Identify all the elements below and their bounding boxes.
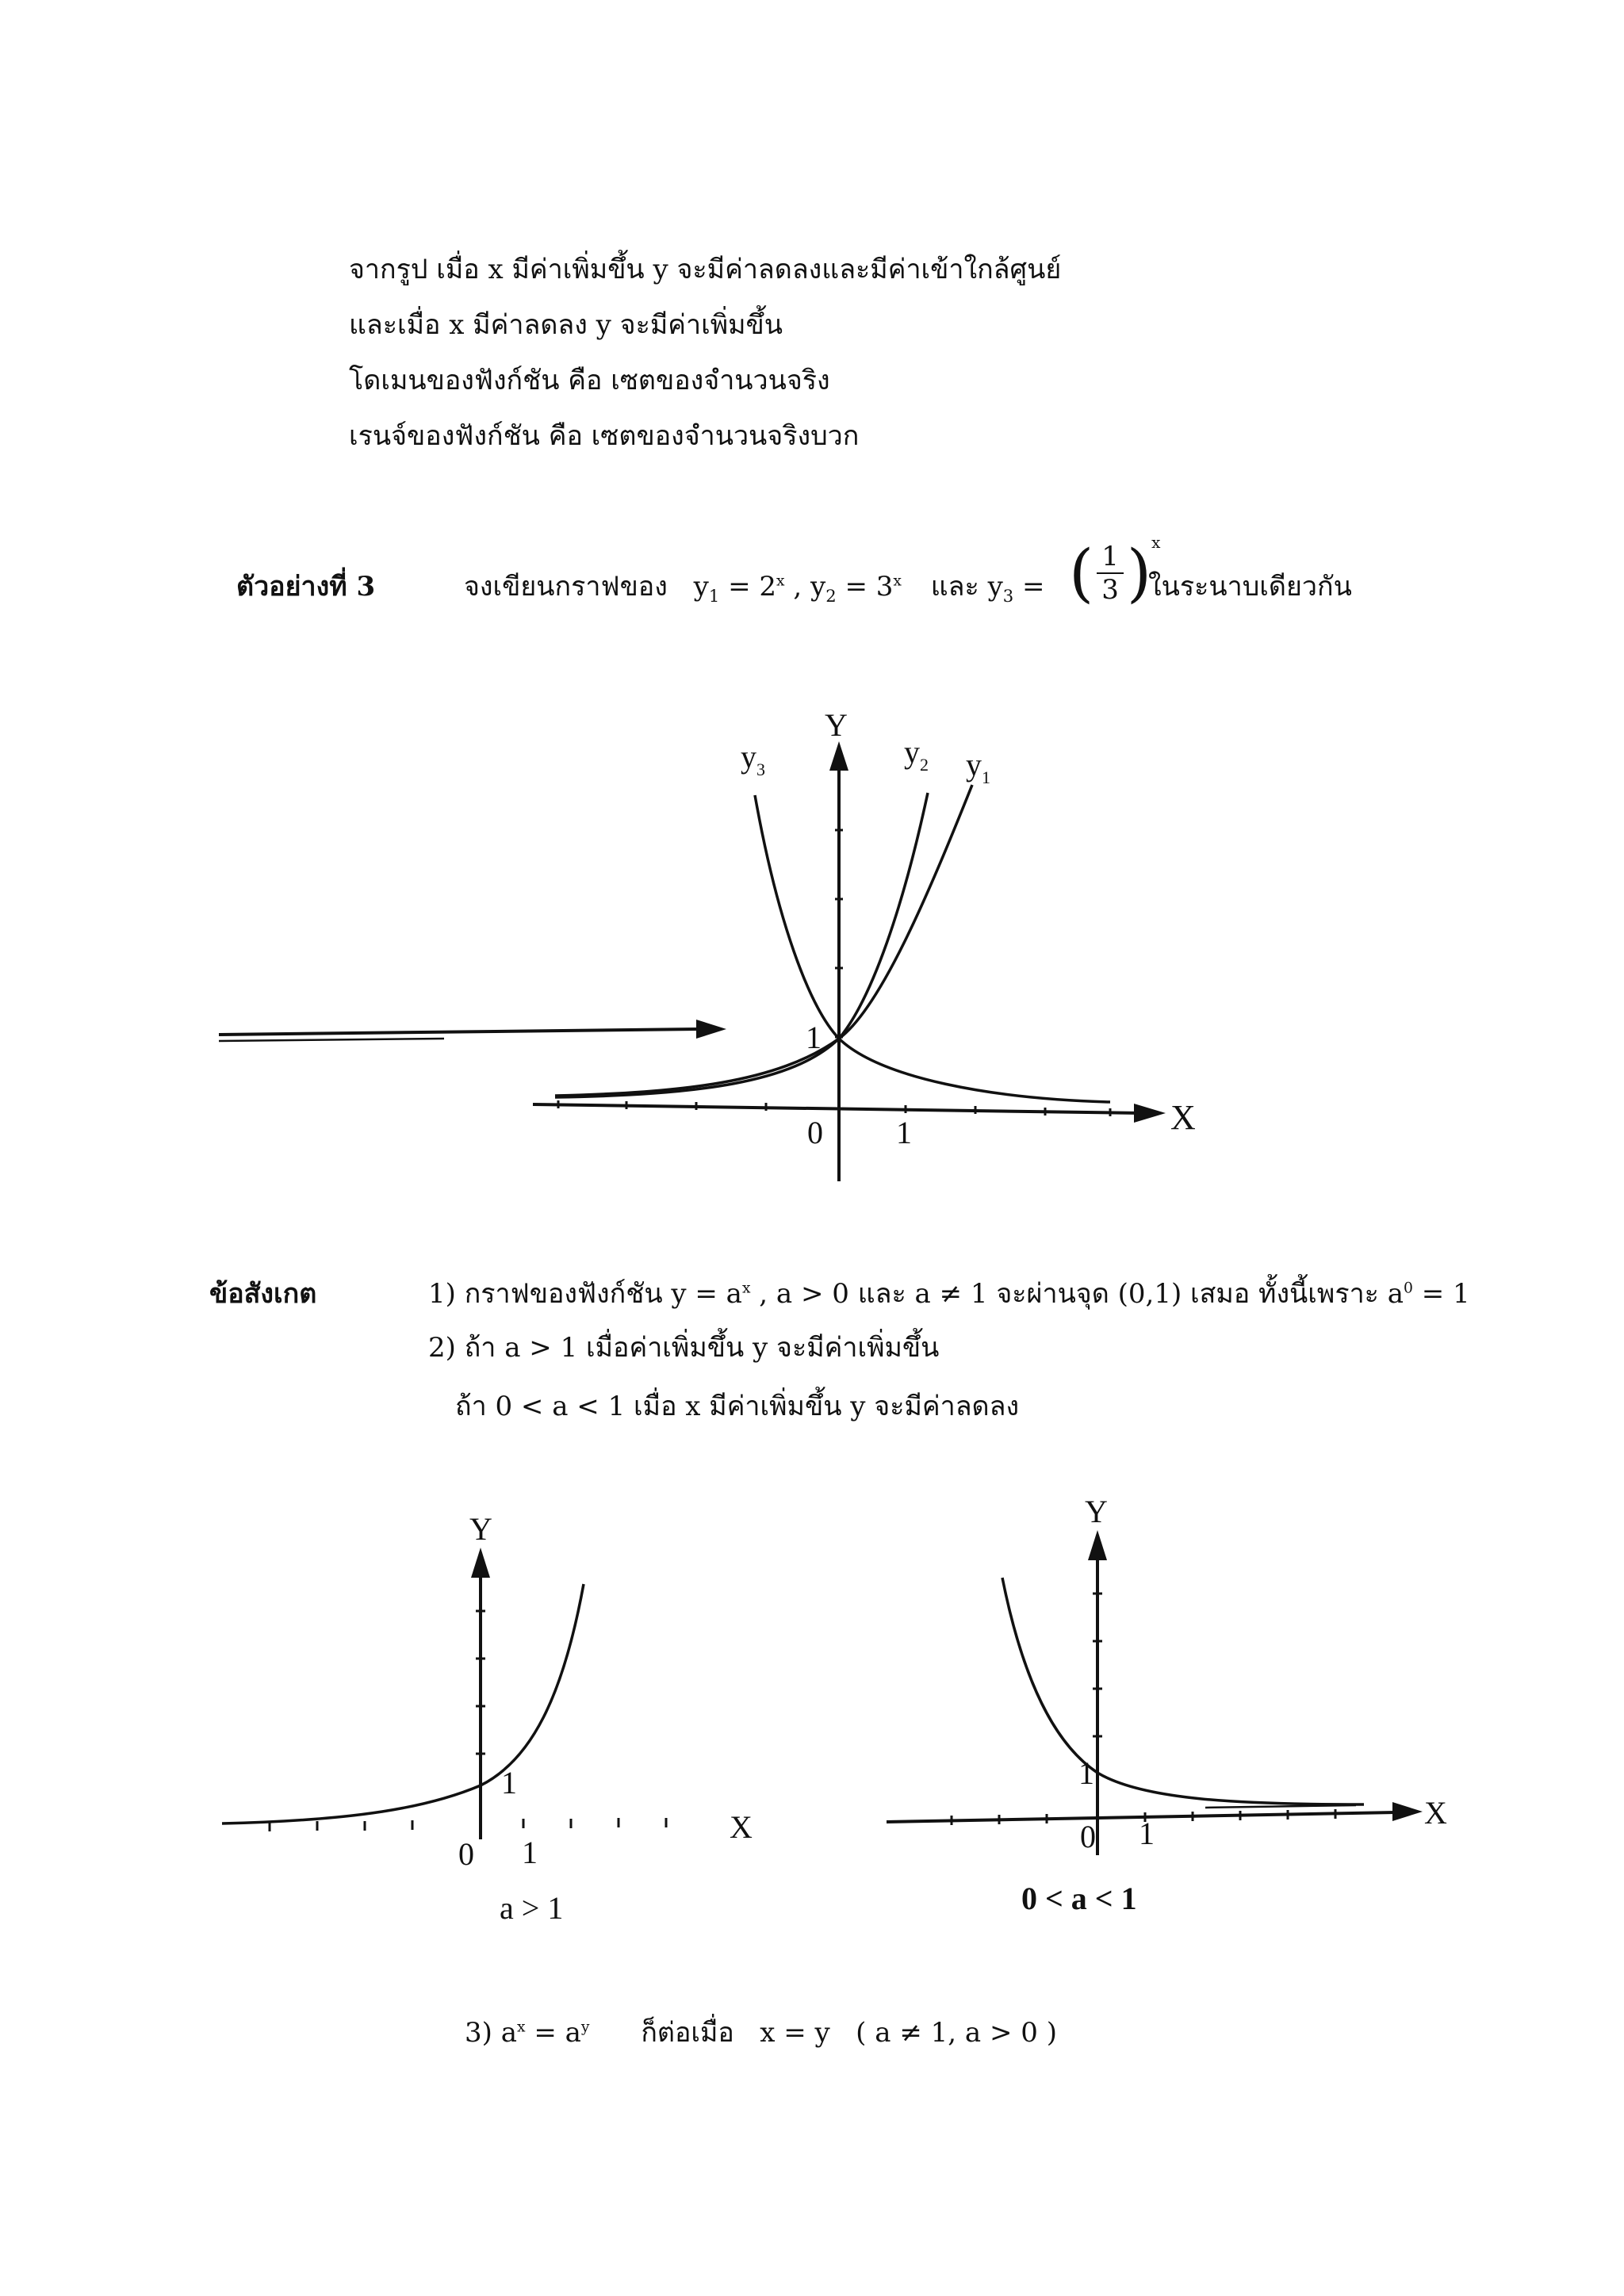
- right-x-label: X: [1424, 1795, 1447, 1831]
- label-y3: $y_3$: [741, 739, 765, 779]
- right-y-arrow-icon: [1088, 1530, 1107, 1560]
- intro-line-1: จากรูป เมื่อ x มีค่าเพิ่มขึ้น y จะมีค่าลดลงและมีค่าเข้าใกล้ศูนย์: [349, 254, 1062, 285]
- right-origin-label: 0: [1080, 1819, 1096, 1854]
- left-origin-label: 0: [458, 1836, 474, 1872]
- right-curve: [1002, 1578, 1364, 1804]
- left-x-tick-label: 1: [522, 1835, 538, 1870]
- y1-equation: = 2: [719, 571, 777, 603]
- right-x-tick-label: 1: [1139, 1816, 1155, 1851]
- one-third-power: ( $\frac{1}{3}$ )$^x$: [1069, 533, 1161, 610]
- fraction-exponent: x: [1151, 533, 1161, 553]
- fraction-numerator: 1: [1097, 541, 1124, 574]
- left-y-label: Y: [469, 1511, 492, 1547]
- main-origin-label: 0: [807, 1115, 823, 1150]
- graph-a-between-0-1: [887, 1494, 1447, 1916]
- intro-line-3: โดเมนของฟังก์ชัน คือ เซตของจำนวนจริง: [349, 365, 830, 396]
- example-prompt: จงเขียนกราฟของ: [464, 571, 668, 603]
- main-x-tick-label: 1: [896, 1115, 912, 1150]
- left-curve: [222, 1584, 584, 1823]
- comma-separator: ,: [793, 571, 811, 603]
- y3-symbol: และ y: [930, 571, 1003, 603]
- main-y-label: Y: [825, 707, 848, 743]
- example-label: ตัวอย่างที่ 3: [236, 571, 376, 603]
- y2-exponent: x: [893, 572, 902, 590]
- left-y-arrow-icon: [471, 1548, 490, 1578]
- y1-exponent: x: [776, 572, 785, 590]
- label-y1: $y_1$: [966, 747, 990, 787]
- notes-label: ข้อสังเกต: [209, 1278, 317, 1310]
- fraction-denominator: 3: [1101, 573, 1119, 606]
- left-x-label: X: [730, 1809, 753, 1845]
- main-x-label: X: [1170, 1098, 1196, 1137]
- note-3: 3) $a^x = a^y$ ก็ต่อเมื่อ x = y ( a ≠ 1, a > 0 ): [465, 2017, 1057, 2049]
- intro-line-4: เรนจ์ของฟังก์ชัน คือ เซตของจำนวนจริงบวก: [349, 420, 860, 452]
- main-graph: [533, 707, 1196, 1181]
- intro-line-2: และเมื่อ x มีค่าลดลง y จะมีค่าเพิ่มขึ้น: [349, 309, 783, 341]
- left-x-axis: [219, 1029, 698, 1035]
- y3-equals: =: [1013, 571, 1045, 603]
- y2-equation: = 3: [836, 571, 894, 603]
- y3-subscript: 3: [1002, 585, 1014, 606]
- right-caption: 0 < a < 1: [1021, 1881, 1137, 1916]
- y2-symbol: y: [810, 571, 826, 603]
- note-1: 1) กราฟของฟังก์ชัน $y = a^x$ , a > 0 และ a ≠ 1 จะผ่านจุด (0,1) เสมอ ทั้งนี้เพราะ $a^0 = 1$: [428, 1278, 1470, 1310]
- left-point-label-1: 1: [501, 1765, 517, 1800]
- curve-y1: [555, 785, 972, 1096]
- right-y-label: Y: [1085, 1494, 1108, 1529]
- y2-subscript: 2: [825, 585, 837, 606]
- main-point-label-1: 1: [806, 1020, 822, 1055]
- right-x-arrow-icon: [1392, 1802, 1423, 1821]
- left-caption: a > 1: [500, 1890, 564, 1926]
- left-ticks: [270, 1611, 666, 1831]
- curve-y2: [555, 793, 928, 1097]
- example-suffix: ในระนาบเดียวกัน: [1148, 571, 1352, 603]
- right-point-label-1: 1: [1078, 1755, 1094, 1791]
- note-2b: ถ้า 0 < a < 1 เมื่อ x มีค่าเพิ่มขึ้น y จะมีค่าลดลง: [455, 1391, 1020, 1422]
- y1-symbol: y: [693, 571, 709, 603]
- y1-subscript: 1: [708, 585, 720, 606]
- note-2: 2) ถ้า a > 1 เมื่อค่าเพิ่มขึ้น y จะมีค่าเพิ่มขึ้น: [428, 1332, 940, 1364]
- graph-a-greater-1: [219, 1020, 753, 1926]
- label-y2: $y_2$: [904, 734, 929, 775]
- main-y-arrow-icon: [829, 741, 848, 771]
- left-x-arrow-icon: [696, 1020, 726, 1039]
- main-x-arrow-icon: [1134, 1104, 1166, 1123]
